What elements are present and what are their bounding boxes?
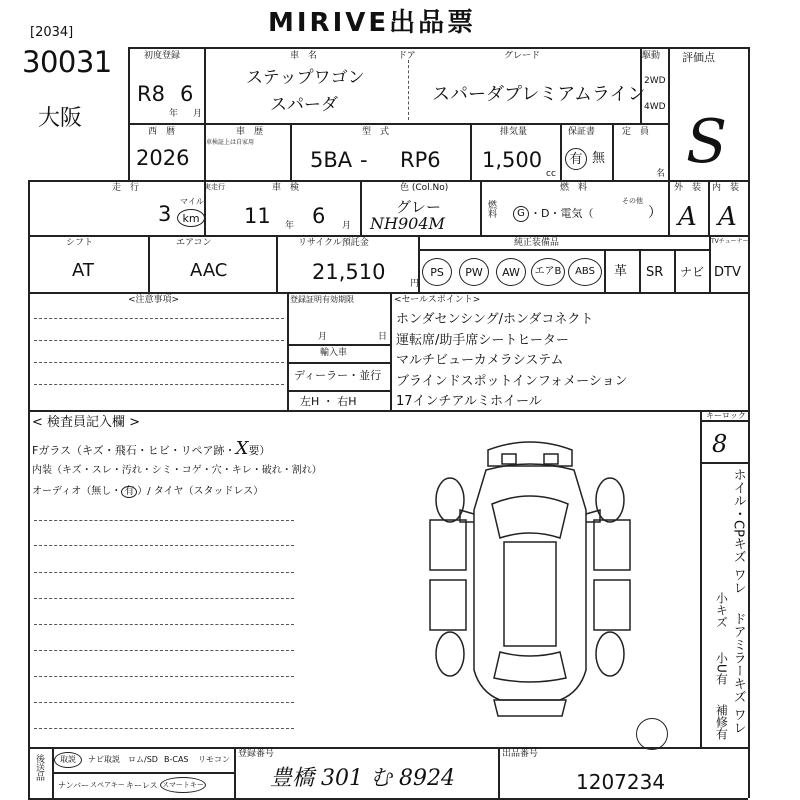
doc-spare-key: スペアキー <box>90 781 125 789</box>
inspector-line <box>34 598 294 599</box>
legend-repair: 補修有 <box>714 704 729 740</box>
seller-number: 1207234 <box>576 770 666 794</box>
grid-line <box>470 123 472 180</box>
inspector-line <box>34 624 294 625</box>
label-year: 西 暦 <box>148 127 176 137</box>
warranty-no: 無 <box>592 151 606 166</box>
equip-pw: PW <box>459 258 489 286</box>
doc-smart-key: スマートキー <box>160 777 206 793</box>
grid-line <box>290 123 292 180</box>
warranty-yes: 有 <box>565 148 587 170</box>
grid-line <box>668 180 670 235</box>
inspection-year-unit: 年 <box>285 221 295 231</box>
model-dash: - <box>360 148 368 172</box>
fuel-options: ・D・電気（ <box>530 207 594 220</box>
import-dealer: ディーラー・並行 <box>294 369 382 382</box>
equip-navi: ナビ <box>680 265 705 279</box>
label-recycle: リサイクル預託金 <box>298 238 369 248</box>
sales-point-3: マルチビューカメラシステム <box>396 353 564 368</box>
car-roof <box>504 542 556 646</box>
inspector-line2: 内装（キズ・スレ・汚れ・シミ・コゲ・穴・キレ・破れ・割れ） <box>32 465 322 476</box>
grid-line <box>287 362 390 364</box>
fuel-gasoline: G <box>513 206 529 222</box>
model-prefix: 5BA <box>310 148 353 172</box>
car-name-line2: スパーダ <box>270 95 338 115</box>
label-odometer-type: 実走行 <box>204 183 225 191</box>
grid-line <box>28 798 748 800</box>
inspector-line1-suffix: 要） <box>248 444 271 457</box>
fuel-close-paren: ） <box>648 205 662 221</box>
grid-line <box>128 47 130 180</box>
doc-manual: 取説 <box>54 752 82 768</box>
doc-remote: リモコン <box>198 755 230 764</box>
equip-sunroof: SR <box>646 265 664 280</box>
grid-line <box>674 249 676 292</box>
car-windshield <box>492 496 568 538</box>
label-fuel: 燃 料 <box>560 183 588 193</box>
inspector-line <box>34 728 294 729</box>
seat-unit: 名 <box>656 169 666 179</box>
recycle-fee: 21,510 <box>312 260 386 284</box>
label-import: 輸入車 <box>320 348 348 358</box>
label-color: 色 (Col.No) <box>400 183 449 193</box>
label-inspector: < 検査員記入欄 > <box>32 415 141 430</box>
car-diagram <box>410 430 650 730</box>
exterior-grade: A <box>678 202 697 232</box>
equip-abs: ABS <box>568 258 602 286</box>
grid-line <box>604 249 606 292</box>
grade: スパーダプレミアムライン <box>432 84 646 105</box>
grid-line <box>700 420 748 422</box>
notes-line <box>34 384 284 385</box>
reg-day-label: 日 <box>378 332 388 342</box>
label-capacity: 定 員 <box>622 127 650 137</box>
car-right-front-door <box>594 520 630 570</box>
grid-line <box>128 47 748 49</box>
displacement: 1,500 <box>482 148 543 172</box>
car-light-right <box>544 454 558 464</box>
inspector-line3-mark: 有 <box>121 486 137 498</box>
legend-u-dent: 小U有 <box>714 652 729 685</box>
label-plate: 登録番号 <box>238 749 275 759</box>
label-interior: 内 装 <box>712 183 740 193</box>
car-wheel-rr <box>596 632 624 676</box>
inspector-line1 <box>32 440 270 458</box>
month-unit: 月 <box>193 109 203 119</box>
grid-line <box>28 747 748 749</box>
car-light-left <box>502 454 516 464</box>
grid-line <box>128 123 668 125</box>
equip-airbag: エアB <box>531 258 565 286</box>
sales-point-1: ホンダセンシング/ホンダコネクト <box>396 312 594 327</box>
car-body <box>474 464 586 700</box>
aircon: AAC <box>190 260 228 281</box>
notes-line <box>34 362 284 363</box>
label-inspection: 車 検 <box>272 183 300 193</box>
label-exterior: 外 装 <box>674 183 702 193</box>
cc-unit: cc <box>546 169 556 179</box>
label-name: 車 名 <box>290 51 318 61</box>
label-documents: 後送品 <box>34 754 44 781</box>
model-code: RP6 <box>400 148 441 172</box>
grid-line <box>668 47 670 123</box>
label-vehicle-id: 車 歴 <box>236 127 264 137</box>
grid-line <box>418 249 709 251</box>
label-shift: シフト <box>66 238 94 248</box>
grid-line <box>612 123 614 180</box>
grid-line <box>28 235 748 237</box>
inspection-year: 11 <box>244 204 271 228</box>
grid-line <box>28 180 128 182</box>
handle-side: 左H ・ 右H <box>300 395 357 408</box>
interior-grade: A <box>718 202 737 232</box>
car-wheel-rl <box>436 632 464 676</box>
fuel-other: その他 <box>622 197 643 205</box>
label-displacement: 排気量 <box>500 127 528 137</box>
notes-line <box>34 340 284 341</box>
inspection-month-unit: 月 <box>342 221 352 231</box>
grid-line <box>148 235 150 292</box>
notes-line <box>34 318 284 319</box>
label-grade: グレード <box>504 51 541 61</box>
legend-crack-1: ワレ <box>730 568 746 594</box>
recycle-yen: 円 <box>410 279 420 289</box>
inspector-line <box>34 702 294 703</box>
grid-line <box>639 249 641 292</box>
grid-line <box>28 292 748 294</box>
sales-point-5: 17インチアルミホイール <box>396 394 542 409</box>
inspector-line1-prefix: Fガラス（キズ・飛石・ヒビ・リペア跡・ <box>32 444 236 457</box>
km-unit: km <box>177 209 205 227</box>
plate-number: 豊橋 301 む 8924 <box>270 766 455 791</box>
reg-month-label: 月 <box>318 332 328 342</box>
equip-dtv: DTV <box>714 265 741 280</box>
grid-line <box>700 410 702 747</box>
label-rating: 評価点 <box>682 51 715 64</box>
grid-line <box>204 47 206 180</box>
inspector-line3-prefix: オーディオ（無し・ <box>32 486 122 497</box>
doc-keyless: キーレス <box>126 781 158 790</box>
label-door: ドア <box>398 51 416 61</box>
grid-line <box>480 180 482 235</box>
legend-wheel: ホイル・CPキズ <box>730 468 746 563</box>
inspector-line <box>34 676 294 677</box>
era-month: 6 <box>180 82 194 106</box>
label-keylock: キーロック <box>706 411 746 420</box>
label-mileage: 走 行 <box>112 183 140 193</box>
label-sales-points: <セールスポイント> <box>394 295 481 305</box>
drive-2wd: 2WD <box>644 76 666 86</box>
page-title: MIRIVE出品票 <box>268 8 477 38</box>
grid-line <box>748 47 750 798</box>
car-right-rear-door <box>594 580 630 630</box>
lot-number: 30031 <box>22 45 112 79</box>
vehicle-id-note: 車検証上は自家用 <box>206 139 255 146</box>
grid-line <box>498 747 500 798</box>
shift: AT <box>72 260 94 281</box>
label-notes: <注意事項> <box>128 295 180 305</box>
grid-line <box>28 180 30 798</box>
label-seller-no: 出品番号 <box>502 749 539 759</box>
grid-line <box>287 390 390 392</box>
miles-label: マイル <box>180 197 204 206</box>
car-hood-front <box>488 442 572 466</box>
legend-small-scratch: 小キズ <box>714 592 729 628</box>
label-fuel-side: 燃料 <box>486 200 496 218</box>
grid-line <box>287 292 289 410</box>
car-rear-bumper <box>494 700 566 716</box>
car-name-line1: ステップワゴン <box>246 68 365 88</box>
grid-line <box>287 344 390 346</box>
doc-bcas: B-CAS <box>164 755 189 764</box>
label-first-reg: 初度登録 <box>144 51 181 61</box>
car-left-front-door <box>430 520 466 570</box>
keylock-value: 8 <box>712 430 728 458</box>
year: 2026 <box>136 146 190 170</box>
grid-line <box>560 123 562 180</box>
grid-line <box>28 410 748 412</box>
mileage: 3 <box>158 202 172 226</box>
color-name: グレー <box>396 198 442 216</box>
year-unit: 年 <box>169 109 179 119</box>
grid-line <box>276 235 278 292</box>
equip-leather: 革 <box>614 264 628 279</box>
inspector-line <box>34 545 294 546</box>
grid-line <box>52 772 234 774</box>
label-warranty: 保証書 <box>568 127 596 137</box>
legend-crack-2: ワレ <box>730 708 746 734</box>
car-left-rear-door <box>430 580 466 630</box>
door-divider <box>408 60 409 120</box>
label-aircon: エアコン <box>176 238 212 248</box>
venue: 大阪 <box>38 106 83 131</box>
inspection-month: 6 <box>312 204 326 228</box>
label-drive: 駆動 <box>642 51 661 61</box>
sales-point-2: 運転席/助手席シートヒーター <box>396 333 569 348</box>
grid-line <box>668 123 670 180</box>
era: R8 <box>137 82 165 106</box>
label-equipment: 純正装備品 <box>514 238 560 248</box>
equip-ps: PS <box>422 258 452 286</box>
grid-line <box>360 180 362 235</box>
label-tv-tuner: TVチューナー <box>711 238 749 245</box>
grid-line <box>234 747 236 798</box>
rating-value: S <box>686 107 728 177</box>
inspector-line3-suffix: ）/ タイヤ（スタッドレス） <box>137 486 264 497</box>
equip-aw: AW <box>496 258 526 286</box>
grid-line <box>128 180 748 182</box>
inspector-line <box>34 650 294 651</box>
doc-plate: ナンバー <box>58 781 90 790</box>
drive-4wd: 4WD <box>644 102 666 112</box>
inspector-line1-mark: X <box>235 438 249 459</box>
rating-circle <box>636 718 668 750</box>
sales-point-4: ブラインドスポットインフォメーション <box>396 374 628 389</box>
doc-rom-sd: ロム/SD <box>128 755 158 764</box>
label-reg-expiry: 登録証明有効期限 <box>290 295 354 304</box>
doc-navi-manual: ナビ取説 <box>88 755 120 764</box>
inspector-line3 <box>32 486 263 498</box>
grid-line <box>390 292 392 410</box>
inspector-line <box>34 572 294 573</box>
car-rear-window <box>494 652 566 682</box>
lot-code: [2034] <box>30 25 74 40</box>
legend-mirror: ドアミラーキズ <box>730 612 746 703</box>
inspector-line <box>34 520 294 521</box>
grid-line <box>700 462 748 464</box>
label-model: 型 式 <box>362 127 390 137</box>
grid-line <box>708 180 710 235</box>
color-code: NH904M <box>370 214 445 233</box>
